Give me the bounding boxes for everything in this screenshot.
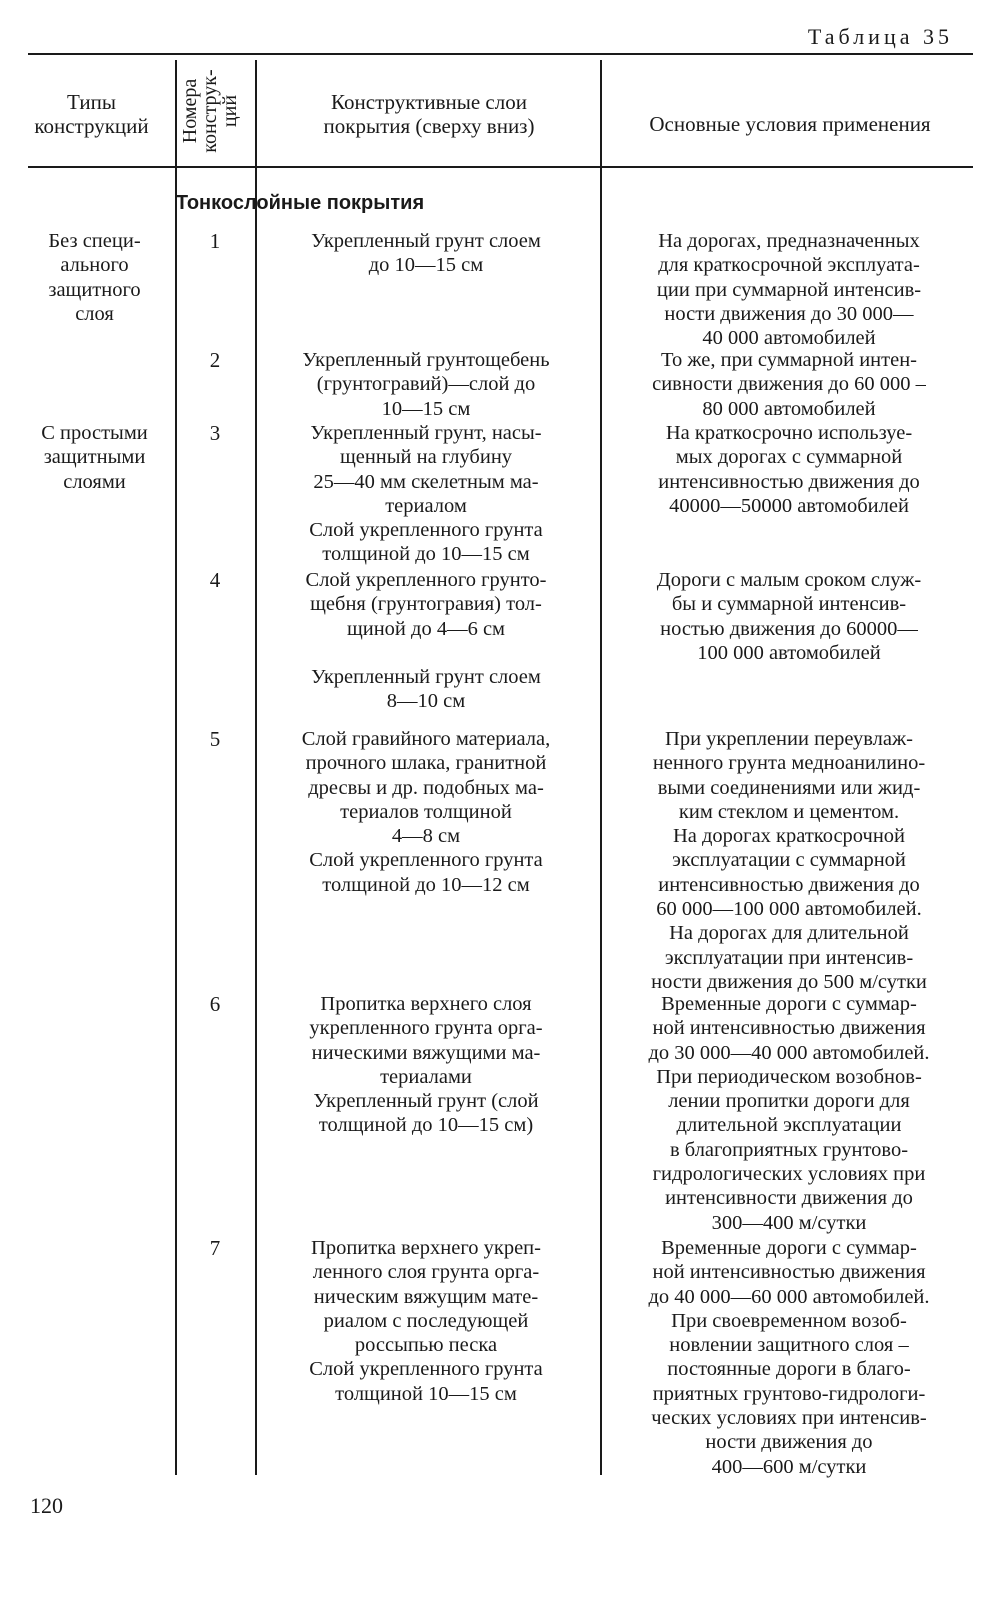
type-simple-protective-layers: С простыми защитными слоями bbox=[41, 422, 148, 493]
conditions-cell: Временные дороги с суммар- ной интенсивностью движения до 30 000—40 000 автомобилей. При периодическом возобнов- лении пропитки дороги для длительной эксплуатации в благоприятных грунтово- гидрологических условиях при интенсивности движения до 300—400 м/сутки bbox=[648, 993, 930, 1234]
conditions-cell: На дорогах, предназначенных для краткосрочной эксплуата- ции при суммарной интенсив- ности движения до 30 000— 40 000 автомобилей bbox=[656, 230, 922, 350]
table-top-rule bbox=[28, 53, 973, 55]
header-numbers: Номера конструк- ций bbox=[179, 69, 241, 153]
column-divider-3 bbox=[600, 60, 602, 1475]
type-no-protective-layer: Без специ- ального защитного слоя bbox=[48, 230, 141, 325]
header-layers: Конструктивные слои покрытия (сверху вниз) bbox=[323, 90, 535, 138]
conditions-cell: То же, при суммарной интен- сивности движения до 60 000 – 80 000 автомобилей bbox=[652, 349, 926, 420]
table-caption: Таблица 35 bbox=[807, 24, 953, 49]
row-number: 4 bbox=[209, 568, 221, 592]
row-number: 5 bbox=[209, 727, 221, 751]
header-bottom-rule bbox=[28, 166, 973, 168]
conditions-cell: При укреплении переувлаж- ненного грунта медноанилино- выми соединениями или жид- ким стеклом и цементом. На дорогах краткосрочной эксплуатации с суммарной интенсивностью движения до 60 000—100 000 автомобилей. На дорогах для длительной эксплуатации при интенсив- ности движения до 500 м/сутки bbox=[651, 728, 927, 993]
layers-cell: Слой гравийного материала, прочного шлака, гранитной дресвы и др. подобных ма- териалов толщиной 4—8 см Слой укрепленного грунта толщиной до 10—12 см bbox=[301, 728, 551, 896]
layers-cell: Пропитка верхнего слоя укрепленного грунта орга- ническими вяжущими ма- териалами Укрепленный грунт (слой толщиной до 10—15 см) bbox=[309, 993, 543, 1137]
row-number: 2 bbox=[209, 348, 221, 372]
row-number: 7 bbox=[209, 1236, 221, 1260]
column-divider-1 bbox=[175, 60, 177, 1475]
header-conditions: Основные условия применения bbox=[649, 112, 931, 136]
section-title: Тонкослойные покрытия bbox=[175, 192, 425, 214]
row-number: 3 bbox=[209, 421, 221, 445]
layers-cell: Слой укрепленного грунто- щебня (грунтогравия) тол- щиной до 4—6 см Укрепленный грунт слоем 8—10 см bbox=[305, 569, 547, 713]
column-divider-2 bbox=[255, 60, 257, 1475]
conditions-cell: На краткосрочно используе- мых дорогах с суммарной интенсивностью движения до 40000—50000 автомобилей bbox=[658, 422, 920, 517]
conditions-cell: Дороги с малым сроком служ- бы и суммарной интенсив- ностью движения до 60000— 100 000 автомобилей bbox=[656, 569, 922, 664]
page-number: 120 bbox=[30, 1493, 63, 1518]
layers-cell: Пропитка верхнего укреп- ленного слоя грунта орга- ническим вяжущим мате- риалом с последующей россыпью песка Слой укрепленного грунта толщиной 10—15 см bbox=[309, 1237, 543, 1405]
header-types: Типы конструкций bbox=[34, 90, 149, 138]
row-number: 6 bbox=[209, 992, 221, 1016]
layers-cell: Укрепленный грунт слоем до 10—15 см bbox=[311, 230, 541, 277]
conditions-cell: Временные дороги с суммар- ной интенсивностью движения до 40 000—60 000 автомобилей. При своевременном возоб- новлении защитного слоя – постоянные дороги в благо- приятных грунтово-гидрологи- ческих условиях при интенсив- ности движения до 400—600 м/сутки bbox=[648, 1237, 930, 1478]
layers-cell: Укрепленный грунтощебень (грунтогравий)—слой до 10—15 см bbox=[302, 349, 550, 420]
row-number: 1 bbox=[209, 229, 221, 253]
layers-cell: Укрепленный грунт, насы- щенный на глубину 25—40 мм скелетным ма- териалом Слой укрепленного грунта толщиной до 10—15 см bbox=[309, 422, 543, 566]
